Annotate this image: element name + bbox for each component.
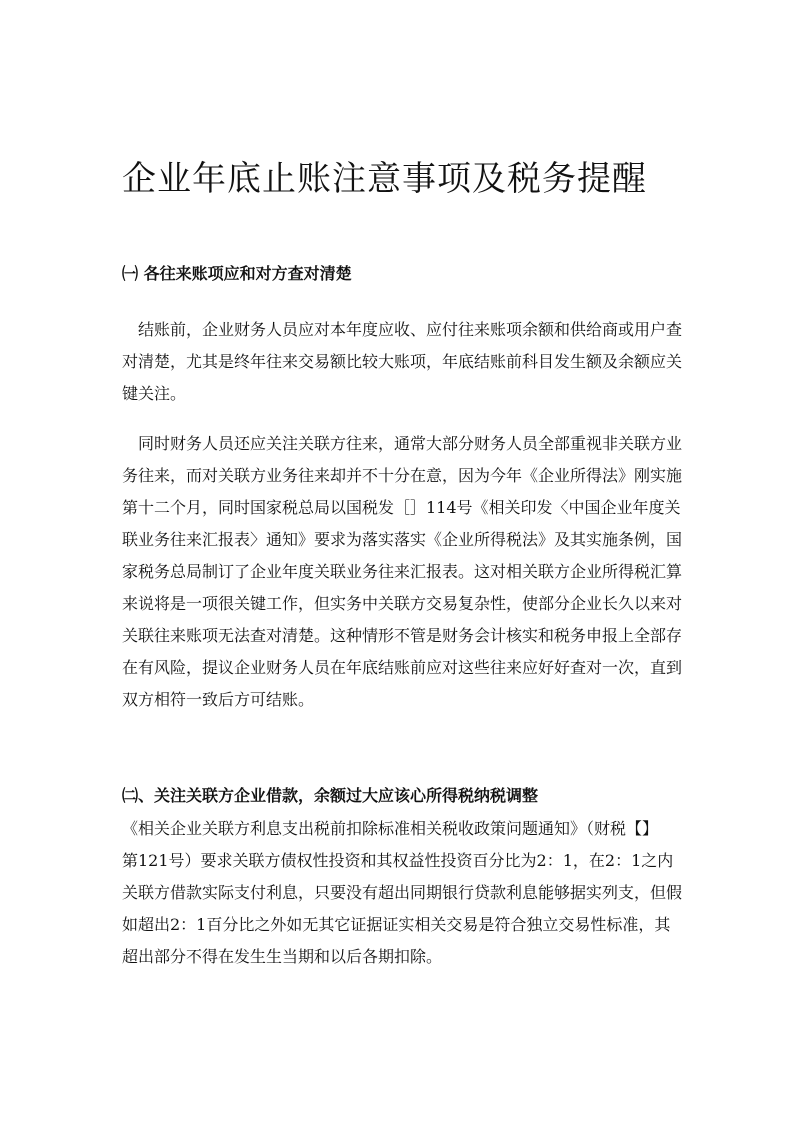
paragraph-line: 关联往来账项无法查对清楚。这种情形不管是财务会计核实和税务申报上全部存: [122, 626, 683, 645]
paragraph-line: 务往来，而对关联方业务往来却并不十分在意，因为今年《企业所得法》刚实施: [122, 466, 683, 485]
section-1-paragraph-1: [122, 314, 682, 410]
paragraph-line: 第十二个月，同时国家税总局以国税发［］114号《相关印发〈中国企业年度关: [122, 498, 681, 517]
section-1-paragraph-2: [122, 428, 682, 716]
paragraph-line: 双方相符一致后方可结账。: [122, 690, 315, 709]
paragraph-line: 同时财务人员还应关注关联方往来，通常大部分财务人员全部重视非关联方业: [122, 434, 683, 453]
document-title: 企业年底止账注意事项及税务提醒: [122, 159, 647, 199]
section-2-heading: ㈡、关注关联方企业借款，余额过大应该心所得税纳税调整: [122, 786, 539, 805]
paragraph-line: 《相关企业关联方利息支出税前扣除标准相关税收政策问题通知》（财税【】: [122, 819, 659, 838]
paragraph-line: 如超出2：1百分比之外如无其它证据证实相关交易是符合独立交易性标准，其: [122, 915, 671, 934]
paragraph-line: 结账前，企业财务人员应对本年度应收、应付往来账项余额和供给商或用户查: [122, 320, 683, 339]
paragraph-line: 关联方借款实际支付利息，只要没有超出同期银行贷款利息能够据实列支，但假: [122, 883, 683, 902]
paragraph-line: 联业务往来汇报表〉通知》要求为落实落实《企业所得税法》及其实施条例，国: [122, 530, 683, 549]
paragraph-line: 键关注。: [122, 384, 187, 403]
section-2-paragraph-1: [122, 813, 682, 973]
paragraph-line: 第121号）要求关联方债权性投资和其权益性投资百分比为2：1，在2：1之内: [122, 851, 674, 870]
section-1-heading: ㈠ 各往来账项应和对方查对清楚: [122, 264, 352, 283]
paragraph-line: 家税务总局制订了企业年度关联业务往来汇报表。这对相关联方企业所得税汇算: [122, 562, 683, 581]
paragraph-line: 超出部分不得在发生生当期和以后各期扣除。: [122, 947, 443, 966]
paragraph-line: 来说将是一项很关键工作，但实务中关联方交易复杂性，使部分企业长久以来对: [122, 594, 683, 613]
paragraph-line: 在有风险，提议企业财务人员在年底结账前应对这些往来应好好查对一次，直到: [122, 658, 683, 677]
paragraph-line: 对清楚，尤其是终年往来交易额比较大账项，年底结账前科目发生额及余额应关: [122, 352, 683, 371]
